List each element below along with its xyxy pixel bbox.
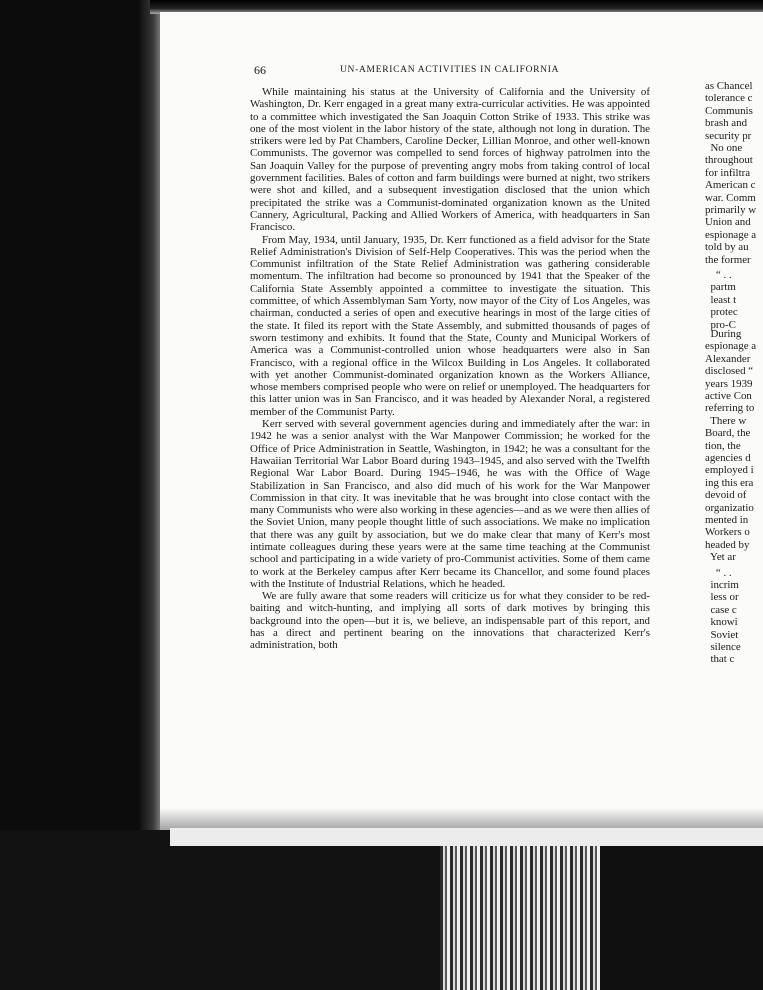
facing-page-line: incrim (705, 579, 739, 591)
facing-page-line: active Con (705, 390, 752, 402)
facing-page-line: partm (705, 281, 736, 294)
paragraph-4: We are fully aware that some readers will criticize us for what they consider to be red-baiting and witch-hunting, and implying all sorts of dark motives by bringing this background into the open—but it is, we believe, an indispensable part of this report, and has a direct and pertinent bearing on the innovations that characterized Kerr's administration, both (250, 590, 650, 652)
facing-page-line: case c (705, 603, 737, 616)
facing-page-line: less or (705, 591, 739, 604)
facing-page-line: brash and (705, 117, 748, 130)
facing-page-line: primarily w (705, 204, 757, 216)
facing-page-line: “ . . (705, 269, 732, 281)
facing-page-line: disclosed “ (705, 365, 754, 378)
facing-page-line: organizatio (705, 501, 754, 514)
facing-page-line: ing this era (705, 476, 754, 489)
facing-page-line: referring to (705, 402, 755, 415)
facing-page-line: tion, the (705, 439, 741, 452)
paragraph-2: From May, 1934, until January, 1935, Dr. Kerr functioned as a field advisor for the State Relief Administration's Division of Self-Help Cooperatives. This was the period when the Communist infiltration of the State Relief Administration was gathering considerable momentum. The infiltration had become so pronounced by 1941 that the Speaker of the California State Assembly appointed a committee to investigate the situation. This committee, of which Assemblyman Sam Yorty, now mayor of the City of Los Angeles, was chairman, conducted a series of open and executive hearings in most of the large cities of the state. It filed its report with the State Assembly, and submitted thousands of pages of sworn testimony and exhibits. It found that the State, County and Municipal Workers of America was a Communist-controlled union whose headquarters were also in San Francisco, with a regional office in the Wilcox Building in Los Angeles. It collaborated with yet another Communist-dominated organization known as the Workers Alliance, whose members comprised people who were on relief or unemployed. The headquarters for this latter union was in San Francisco, and it was headed by Alexander Noral, a registered member of the Communist Party. (250, 233, 650, 418)
facing-page-line: During (705, 328, 742, 340)
facing-page-line: security pr (705, 129, 752, 142)
facing-page-line: as Chancel (705, 80, 753, 92)
facing-page-line: pro-C (705, 318, 736, 331)
scan-bottom-right-dark (600, 846, 763, 990)
facing-page-line: “ . . (705, 566, 732, 579)
facing-page-line: throughout (705, 154, 753, 167)
facing-page-line: protec (705, 306, 738, 319)
facing-page-line: American c (705, 179, 756, 192)
page-edge-strip (170, 828, 763, 846)
facing-page-line: Union and (705, 216, 751, 229)
facing-page-line: Soviet (705, 628, 739, 641)
facing-page-line: devoid of (705, 489, 747, 502)
running-head: UN-AMERICAN ACTIVITIES IN CALIFORNIA (340, 65, 560, 75)
facing-page-line: Workers o (705, 526, 750, 539)
facing-page-line: agencies d (705, 452, 751, 464)
facing-page-line: Communis (705, 104, 753, 117)
facing-page-line: the former (705, 253, 751, 266)
paragraph-3: Kerr served with several government agencies during and immediately after the war: in 1942 he was a senior analyst with the War Manpower Commission; he worked for the Office of Price Administration in Seattle, Washington, in 1942; he was a consultant for the Hawaiian Territorial War Labor Board during 1943–1945, and also served with the Twelfth Regional War Labor Board. During 1945–1946, he was with the Office of Wage Stabilization in San Francisco, and also did much of his work for the War Manpower Commission in that city. It was inevitable that he was brought into close contact with the many Communists who were also working in these agencies—and as we were then allies of the Soviet Union, many people thought little of such associations. We make no implication that there was any guilt by association, but we do make clear that many of Kerr's most intimate colleagues during these years were at the same time teaching at the Communist school and participating in a wide variety of pro-Communist activities. Some of them came to work at the Berkeley campus after Kerr became its Chancellor, and some found places with the Institute of Industrial Relations, which he headed. (250, 418, 650, 590)
facing-page-line: silence (705, 641, 741, 653)
facing-page-line: knowi (705, 616, 738, 629)
facing-page-line: Alexander (705, 352, 751, 365)
facing-page-line: Yet ar (705, 551, 736, 564)
facing-page-line: espionage a (705, 228, 757, 241)
facing-page-line: employed i (705, 464, 754, 477)
facing-page-line: tolerance c (705, 92, 753, 105)
paragraph-1: While maintaining his status at the University of California and the University of Washington, Dr. Kerr engaged in a great many extra-curricular activities. He was appointed to a committee which investigated the San Joaquin Cotton Strike of 1933. This strike was one of the most violent in the labor history of the state, although not long in duration. The strikers were led by Pat Chambers, Caroline Decker, Lillian Monroe, and other well-known Communists. The governor was compelled to send forces of highway patrolmen into the San Joaquin Valley for the purpose of preventing angry mobs from taking control of local government facilities. Bales of cotton and farm buildings were burned at night, two strikers were shot and killed, and a subsequent investigation disclosed that the union which precipitated the strike was a Communist-dominated organization known as the United Cannery, Agricultural, Packing and Allied Workers of America, with headquarters in San Francisco. (250, 86, 650, 234)
facing-page-line: for infiltra (705, 166, 751, 179)
facing-page-line: There w (705, 414, 747, 427)
facing-page-line: that c (705, 653, 735, 666)
facing-page-line: Board, the (705, 427, 751, 440)
facing-page-column-cropped (705, 80, 763, 740)
page-bottom-shadow (160, 808, 763, 830)
facing-page-line: war. Comm (705, 191, 756, 204)
facing-page-line: told by au (705, 241, 749, 254)
facing-page-line: least t (705, 293, 737, 306)
facing-page-line: mented in (705, 514, 749, 526)
main-text-column (250, 86, 650, 652)
facing-page-line: headed by (705, 538, 750, 551)
page-number: 66 (254, 63, 266, 77)
facing-page-line: espionage a (705, 340, 757, 353)
facing-page-line: No one (705, 142, 743, 154)
facing-page-line: years 1939 (705, 377, 753, 390)
